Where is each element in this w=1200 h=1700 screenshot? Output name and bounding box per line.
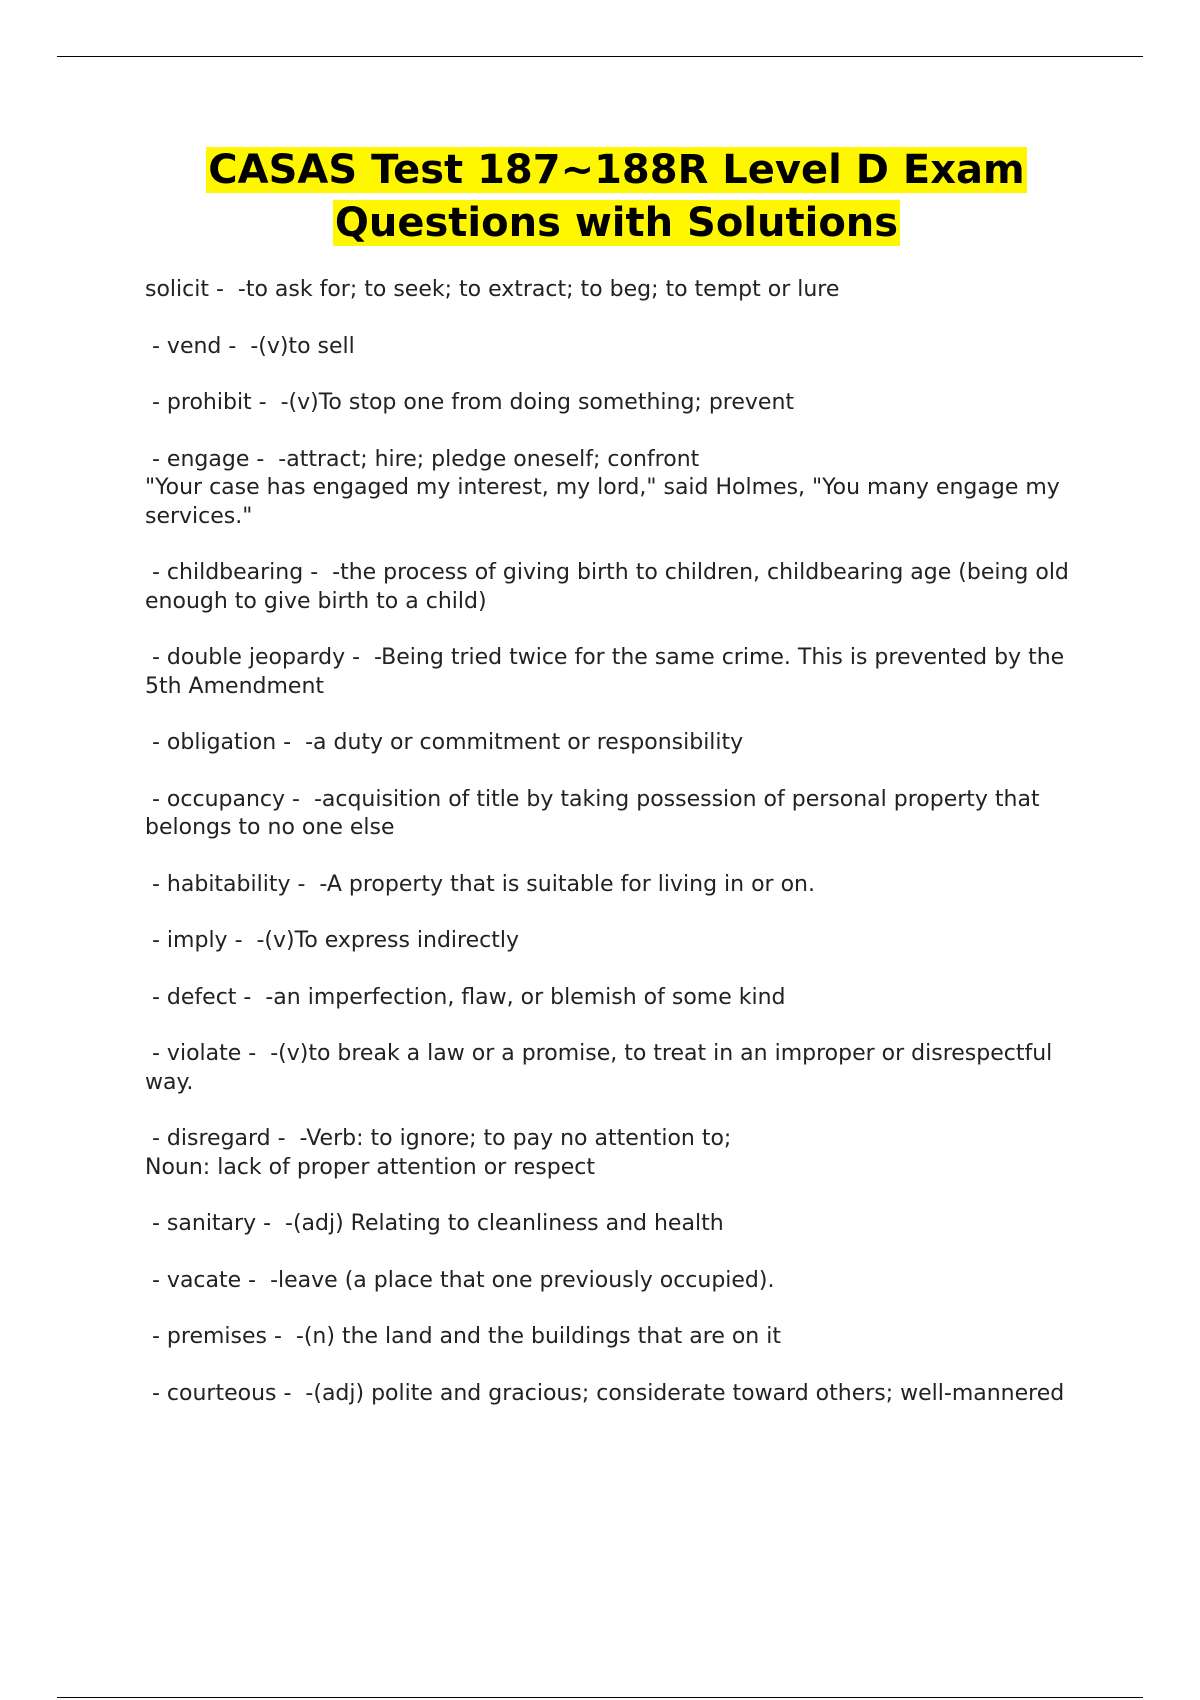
list-item: - imply - -(v)To express indirectly <box>145 928 519 953</box>
list-item: - obligation - -a duty or commitment or responsibility <box>145 730 744 755</box>
list-item: - vacate - -leave (a place that one previously occupied). <box>145 1267 775 1293</box>
list-item: - habitability - -A property that is suitable for living in or on. <box>145 871 815 897</box>
list-item: - vend - -(v)to sell <box>145 333 355 359</box>
list-item: - violate - -(v)to break a law or a promise, to treat in an improper or disrespectful way. <box>145 1041 1060 1095</box>
entry-list <box>145 276 1085 1436</box>
list-item: - courteous - -(adj) polite and gracious; considerate toward others; well-mannered <box>145 1380 1065 1406</box>
list-item: - double jeopardy - -Being tried twice for the same crime. This is prevented by the 5th Amendment <box>145 645 1072 699</box>
list-item: - premises - -(n) the land and the buildings that are on it <box>145 1324 781 1349</box>
page-title <box>100 144 1133 250</box>
page-top-rule <box>57 56 1143 57</box>
page-title-text: CASAS Test 187~188R Level D Exam Questions with Solutions <box>208 147 1025 246</box>
page-bottom-rule <box>57 1697 1143 1698</box>
list-item: solicit - -to ask for; to seek; to extract; to beg; to tempt or lure <box>145 277 840 302</box>
list-item: - sanitary - -(adj) Relating to cleanliness and health <box>145 1211 724 1236</box>
list-item: - disregard - -Verb: to ignore; to pay no attention to; Noun: lack of proper attention or respect <box>145 1126 732 1180</box>
list-item: - prohibit - -(v)To stop one from doing something; prevent <box>145 390 795 415</box>
list-item: - occupancy - -acquisition of title by taking possession of personal property that belongs to no one else <box>145 786 1047 840</box>
list-item: - defect - -an imperfection, flaw, or blemish of some kind <box>145 984 786 1010</box>
list-item: - engage - -attract; hire; pledge oneself; confront "Your case has engaged my interest, my lord," said Holmes, "You many engage my services." <box>145 446 1060 529</box>
list-item: - childbearing - -the process of giving birth to children, childbearing age (being old enough to give birth to a child) <box>145 560 1076 614</box>
